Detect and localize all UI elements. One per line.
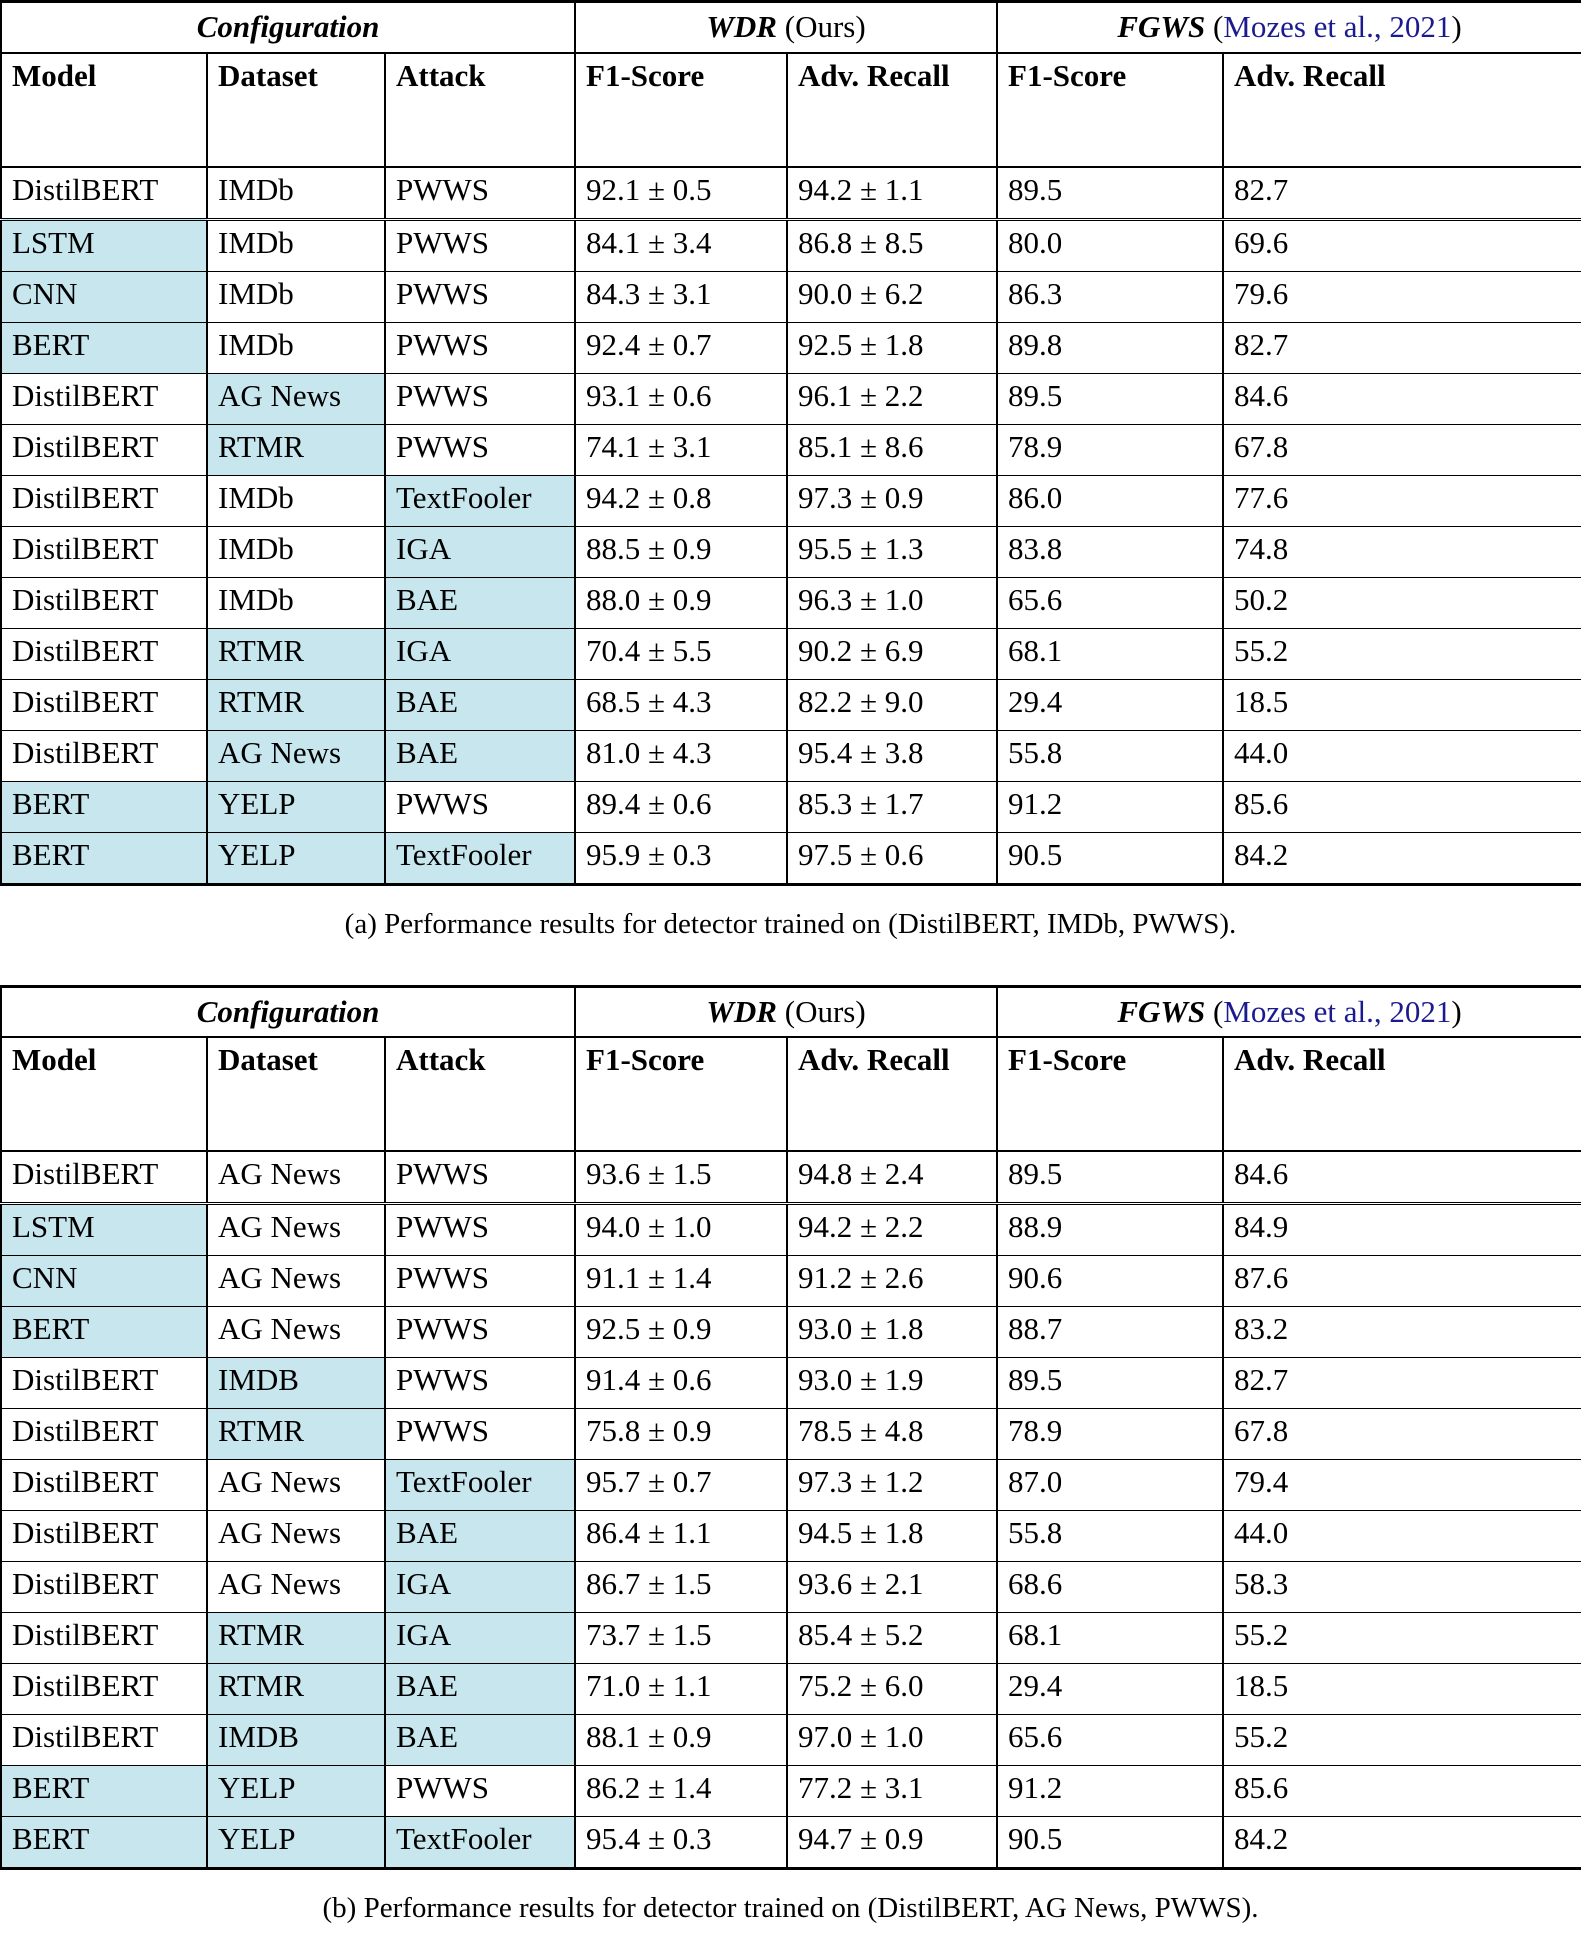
cell-fgws-adv-recall: 84.2 [1223,832,1581,884]
cell-wdr-f1: 86.7 ± 1.5 [575,1562,787,1613]
table-row-baseline [1,167,1581,220]
cell-model: CNN [1,271,207,322]
cell-model: DistilBERT [1,373,207,424]
cell-fgws-f1: 68.1 [997,628,1223,679]
col-header-attack: Attack [385,53,575,167]
cell-wdr-f1: 89.4 ± 0.6 [575,781,787,832]
table-row [1,832,1581,884]
table-row [1,1766,1581,1817]
cell-fgws-f1: 29.4 [997,1664,1223,1715]
table-row [1,526,1581,577]
cell-fgws-adv-recall: 55.2 [1223,1715,1581,1766]
cell-model: DistilBERT [1,1151,207,1204]
cell-attack: BAE [385,1715,575,1766]
cell-dataset: YELP [207,781,385,832]
cell-fgws-f1: 68.1 [997,1613,1223,1664]
cell-dataset: AG News [207,1307,385,1358]
cell-wdr-adv-recall: 75.2 ± 6.0 [787,1664,997,1715]
cell-wdr-adv-recall: 93.6 ± 2.1 [787,1562,997,1613]
cell-dataset: AG News [207,1151,385,1204]
cell-wdr-f1: 84.3 ± 3.1 [575,271,787,322]
cell-wdr-f1: 92.4 ± 0.7 [575,322,787,373]
cell-wdr-adv-recall: 85.1 ± 8.6 [787,424,997,475]
cell-model: DistilBERT [1,475,207,526]
cell-wdr-adv-recall: 85.4 ± 5.2 [787,1613,997,1664]
cell-attack: PWWS [385,424,575,475]
group-header-configuration: Configuration [1,986,575,1037]
cell-wdr-f1: 93.1 ± 0.6 [575,373,787,424]
cell-fgws-f1: 83.8 [997,526,1223,577]
cell-dataset: IMDb [207,219,385,271]
col-header-model: Model [1,53,207,167]
col-header-attack: Attack [385,1037,575,1151]
cell-wdr-adv-recall: 94.5 ± 1.8 [787,1511,997,1562]
table-row [1,1256,1581,1307]
results-table-a [0,0,1581,886]
cell-model: BERT [1,1817,207,1869]
cell-fgws-f1: 88.7 [997,1307,1223,1358]
cell-dataset: RTMR [207,628,385,679]
table-row [1,475,1581,526]
cell-wdr-adv-recall: 94.2 ± 1.1 [787,167,997,220]
table-row [1,219,1581,271]
table-a-body [1,2,1581,885]
cell-model: DistilBERT [1,1358,207,1409]
cell-wdr-f1: 95.9 ± 0.3 [575,832,787,884]
group-header-configuration: Configuration [1,2,575,53]
cell-model: LSTM [1,1204,207,1256]
cell-dataset: IMDb [207,526,385,577]
table-row [1,1409,1581,1460]
cell-fgws-adv-recall: 82.7 [1223,322,1581,373]
table-b-body [1,986,1581,1869]
cell-fgws-f1: 88.9 [997,1204,1223,1256]
col-header-wdr-f1: F1-Score [575,53,787,167]
cell-attack: PWWS [385,1204,575,1256]
cell-attack: BAE [385,1511,575,1562]
fgws-name: FGWS [1117,9,1206,44]
cell-wdr-adv-recall: 96.1 ± 2.2 [787,373,997,424]
cell-wdr-f1: 84.1 ± 3.4 [575,219,787,271]
cell-attack: PWWS [385,1766,575,1817]
cell-fgws-f1: 89.5 [997,1151,1223,1204]
cell-dataset: AG News [207,1511,385,1562]
table-b-caption: (b) Performance results for detector trained on (DistilBERT, AG News, PWWS). [322,1892,1259,1925]
cell-fgws-adv-recall: 67.8 [1223,1409,1581,1460]
fgws-citation-link[interactable]: Mozes et al., 2021 [1223,9,1452,44]
cell-model: DistilBERT [1,679,207,730]
table-row [1,679,1581,730]
cell-attack: TextFooler [385,1460,575,1511]
cell-dataset: RTMR [207,1613,385,1664]
cell-fgws-adv-recall: 50.2 [1223,577,1581,628]
table-row [1,730,1581,781]
cell-model: BERT [1,832,207,884]
table-row [1,1460,1581,1511]
fgws-name: FGWS [1117,993,1206,1029]
cell-attack: PWWS [385,1256,575,1307]
cell-fgws-f1: 89.8 [997,322,1223,373]
cell-fgws-f1: 90.5 [997,832,1223,884]
col-header-wdr-adv-recall: Adv. Recall [787,1037,997,1151]
col-header-fgws-f1: F1-Score [997,53,1223,167]
cell-fgws-adv-recall: 55.2 [1223,1613,1581,1664]
cell-model: DistilBERT [1,1460,207,1511]
cell-attack: PWWS [385,271,575,322]
cell-model: DistilBERT [1,730,207,781]
cell-fgws-f1: 65.6 [997,1715,1223,1766]
table-b-block [0,985,1581,1935]
cell-fgws-f1: 78.9 [997,1409,1223,1460]
cell-dataset: YELP [207,1766,385,1817]
table-row [1,1664,1581,1715]
fgws-citation-link[interactable]: Mozes et al., 2021 [1223,993,1452,1029]
table-row-baseline [1,1151,1581,1204]
table-a-caption: (a) Performance results for detector trained on (DistilBERT, IMDb, PWWS). [344,907,1237,940]
cell-fgws-f1: 89.5 [997,167,1223,220]
cell-wdr-adv-recall: 97.3 ± 0.9 [787,475,997,526]
wdr-suffix: (Ours) [777,993,866,1029]
fgws-open-paren: ( [1205,9,1224,44]
cell-fgws-adv-recall: 84.6 [1223,1151,1581,1204]
table-b-column-header-row [1,1037,1581,1151]
cell-wdr-adv-recall: 90.2 ± 6.9 [787,628,997,679]
cell-fgws-f1: 80.0 [997,219,1223,271]
col-header-fgws-adv-recall: Adv. Recall [1223,1037,1581,1151]
cell-fgws-adv-recall: 55.2 [1223,628,1581,679]
cell-model: DistilBERT [1,526,207,577]
cell-fgws-adv-recall: 82.7 [1223,1358,1581,1409]
cell-wdr-f1: 88.1 ± 0.9 [575,1715,787,1766]
cell-model: BERT [1,322,207,373]
cell-dataset: IMDb [207,271,385,322]
cell-wdr-adv-recall: 97.3 ± 1.2 [787,1460,997,1511]
cell-wdr-f1: 93.6 ± 1.5 [575,1151,787,1204]
table-row [1,1307,1581,1358]
cell-fgws-f1: 87.0 [997,1460,1223,1511]
cell-fgws-adv-recall: 58.3 [1223,1562,1581,1613]
cell-attack: BAE [385,730,575,781]
cell-wdr-adv-recall: 94.7 ± 0.9 [787,1817,997,1869]
cell-attack: TextFooler [385,832,575,884]
cell-fgws-adv-recall: 18.5 [1223,679,1581,730]
cell-dataset: IMDb [207,167,385,220]
cell-model: CNN [1,1256,207,1307]
cell-fgws-adv-recall: 85.6 [1223,781,1581,832]
cell-wdr-adv-recall: 97.0 ± 1.0 [787,1715,997,1766]
cell-wdr-f1: 86.4 ± 1.1 [575,1511,787,1562]
cell-wdr-adv-recall: 86.8 ± 8.5 [787,219,997,271]
cell-dataset: AG News [207,1562,385,1613]
cell-dataset: RTMR [207,1409,385,1460]
table-row [1,1562,1581,1613]
fgws-close-paren: ) [1451,993,1462,1029]
cell-wdr-adv-recall: 91.2 ± 2.6 [787,1256,997,1307]
cell-wdr-f1: 70.4 ± 5.5 [575,628,787,679]
cell-wdr-f1: 88.5 ± 0.9 [575,526,787,577]
table-row [1,628,1581,679]
cell-attack: PWWS [385,1409,575,1460]
cell-wdr-adv-recall: 78.5 ± 4.8 [787,1409,997,1460]
cell-wdr-f1: 74.1 ± 3.1 [575,424,787,475]
cell-model: DistilBERT [1,424,207,475]
cell-attack: PWWS [385,219,575,271]
fgws-open-paren: ( [1205,993,1224,1029]
cell-fgws-f1: 89.5 [997,373,1223,424]
cell-attack: BAE [385,679,575,730]
cell-attack: PWWS [385,1358,575,1409]
table-a-block [0,0,1581,951]
cell-dataset: IMDB [207,1358,385,1409]
cell-wdr-adv-recall: 82.2 ± 9.0 [787,679,997,730]
table-row [1,373,1581,424]
cell-fgws-f1: 86.3 [997,271,1223,322]
cell-fgws-adv-recall: 85.6 [1223,1766,1581,1817]
cell-fgws-f1: 91.2 [997,1766,1223,1817]
cell-attack: TextFooler [385,1817,575,1869]
table-row [1,322,1581,373]
cell-wdr-f1: 71.0 ± 1.1 [575,1664,787,1715]
cell-model: BERT [1,1307,207,1358]
cell-model: DistilBERT [1,628,207,679]
cell-fgws-f1: 86.0 [997,475,1223,526]
cell-model: BERT [1,781,207,832]
cell-fgws-f1: 91.2 [997,781,1223,832]
cell-fgws-adv-recall: 67.8 [1223,424,1581,475]
cell-wdr-adv-recall: 95.4 ± 3.8 [787,730,997,781]
cell-wdr-f1: 75.8 ± 0.9 [575,1409,787,1460]
cell-wdr-adv-recall: 96.3 ± 1.0 [787,577,997,628]
cell-dataset: AG News [207,730,385,781]
cell-dataset: AG News [207,1460,385,1511]
wdr-name: WDR [706,9,777,44]
cell-fgws-adv-recall: 18.5 [1223,1664,1581,1715]
cell-fgws-f1: 89.5 [997,1358,1223,1409]
table-a-column-header-row [1,53,1581,167]
cell-model: DistilBERT [1,1664,207,1715]
cell-wdr-f1: 94.0 ± 1.0 [575,1204,787,1256]
table-gap [0,951,1581,985]
col-header-wdr-f1: F1-Score [575,1037,787,1151]
cell-model: DistilBERT [1,1409,207,1460]
cell-attack: IGA [385,526,575,577]
cell-wdr-adv-recall: 90.0 ± 6.2 [787,271,997,322]
group-header-wdr [575,2,997,53]
col-header-wdr-adv-recall: Adv. Recall [787,53,997,167]
cell-wdr-adv-recall: 93.0 ± 1.8 [787,1307,997,1358]
cell-fgws-adv-recall: 44.0 [1223,1511,1581,1562]
fgws-close-paren: ) [1451,9,1462,44]
cell-fgws-f1: 29.4 [997,679,1223,730]
cell-dataset: AG News [207,1256,385,1307]
cell-model: DistilBERT [1,577,207,628]
cell-model: BERT [1,1766,207,1817]
cell-fgws-adv-recall: 84.9 [1223,1204,1581,1256]
table-row [1,781,1581,832]
cell-fgws-f1: 90.6 [997,1256,1223,1307]
table-row [1,1358,1581,1409]
cell-fgws-adv-recall: 82.7 [1223,167,1581,220]
cell-wdr-adv-recall: 85.3 ± 1.7 [787,781,997,832]
cell-wdr-f1: 92.1 ± 0.5 [575,167,787,220]
cell-dataset: RTMR [207,1664,385,1715]
cell-model: LSTM [1,219,207,271]
cell-wdr-f1: 95.7 ± 0.7 [575,1460,787,1511]
cell-fgws-f1: 90.5 [997,1817,1223,1869]
table-row [1,271,1581,322]
cell-wdr-adv-recall: 95.5 ± 1.3 [787,526,997,577]
cell-dataset: IMDb [207,322,385,373]
cell-wdr-f1: 68.5 ± 4.3 [575,679,787,730]
cell-attack: IGA [385,1613,575,1664]
cell-fgws-adv-recall: 44.0 [1223,730,1581,781]
table-row [1,577,1581,628]
cell-dataset: YELP [207,832,385,884]
cell-fgws-f1: 78.9 [997,424,1223,475]
wdr-suffix: (Ours) [777,9,866,44]
cell-fgws-adv-recall: 79.6 [1223,271,1581,322]
wdr-name: WDR [706,993,777,1029]
cell-attack: PWWS [385,373,575,424]
col-header-fgws-adv-recall: Adv. Recall [1223,53,1581,167]
cell-model: DistilBERT [1,1613,207,1664]
table-b-group-header-row [1,986,1581,1037]
cell-attack: PWWS [385,781,575,832]
cell-attack: PWWS [385,322,575,373]
table-row [1,1511,1581,1562]
cell-dataset: RTMR [207,424,385,475]
cell-fgws-f1: 65.6 [997,577,1223,628]
col-header-dataset: Dataset [207,1037,385,1151]
cell-fgws-adv-recall: 79.4 [1223,1460,1581,1511]
cell-dataset: IMDb [207,475,385,526]
cell-wdr-f1: 91.1 ± 1.4 [575,1256,787,1307]
group-header-fgws [997,986,1581,1037]
cell-attack: PWWS [385,167,575,220]
cell-wdr-f1: 73.7 ± 1.5 [575,1613,787,1664]
cell-wdr-f1: 94.2 ± 0.8 [575,475,787,526]
cell-model: DistilBERT [1,1562,207,1613]
cell-dataset: IMDb [207,577,385,628]
cell-wdr-adv-recall: 92.5 ± 1.8 [787,322,997,373]
cell-fgws-adv-recall: 83.2 [1223,1307,1581,1358]
cell-fgws-f1: 55.8 [997,730,1223,781]
table-row [1,424,1581,475]
cell-model: DistilBERT [1,167,207,220]
cell-wdr-f1: 88.0 ± 0.9 [575,577,787,628]
cell-attack: BAE [385,577,575,628]
group-header-wdr [575,986,997,1037]
cell-dataset: IMDB [207,1715,385,1766]
cell-dataset: YELP [207,1817,385,1869]
cell-attack: TextFooler [385,475,575,526]
cell-fgws-adv-recall: 84.2 [1223,1817,1581,1869]
cell-model: DistilBERT [1,1715,207,1766]
cell-fgws-adv-recall: 74.8 [1223,526,1581,577]
cell-attack: IGA [385,628,575,679]
cell-wdr-f1: 81.0 ± 4.3 [575,730,787,781]
cell-dataset: AG News [207,1204,385,1256]
col-header-dataset: Dataset [207,53,385,167]
col-header-model: Model [1,1037,207,1151]
cell-wdr-adv-recall: 77.2 ± 3.1 [787,1766,997,1817]
table-row [1,1613,1581,1664]
table-row [1,1715,1581,1766]
cell-dataset: RTMR [207,679,385,730]
table-row [1,1204,1581,1256]
cell-wdr-f1: 95.4 ± 0.3 [575,1817,787,1869]
table-row [1,1817,1581,1869]
cell-fgws-f1: 68.6 [997,1562,1223,1613]
cell-wdr-adv-recall: 94.2 ± 2.2 [787,1204,997,1256]
cell-attack: PWWS [385,1307,575,1358]
cell-fgws-f1: 55.8 [997,1511,1223,1562]
cell-wdr-adv-recall: 94.8 ± 2.4 [787,1151,997,1204]
cell-wdr-adv-recall: 97.5 ± 0.6 [787,832,997,884]
cell-wdr-f1: 91.4 ± 0.6 [575,1358,787,1409]
group-header-fgws [997,2,1581,53]
cell-fgws-adv-recall: 77.6 [1223,475,1581,526]
cell-fgws-adv-recall: 84.6 [1223,373,1581,424]
cell-attack: PWWS [385,1151,575,1204]
cell-dataset: AG News [207,373,385,424]
cell-fgws-adv-recall: 87.6 [1223,1256,1581,1307]
col-header-fgws-f1: F1-Score [997,1037,1223,1151]
cell-attack: IGA [385,1562,575,1613]
cell-fgws-adv-recall: 69.6 [1223,219,1581,271]
cell-attack: BAE [385,1664,575,1715]
cell-model: DistilBERT [1,1511,207,1562]
cell-wdr-f1: 92.5 ± 0.9 [575,1307,787,1358]
cell-wdr-adv-recall: 93.0 ± 1.9 [787,1358,997,1409]
cell-wdr-f1: 86.2 ± 1.4 [575,1766,787,1817]
results-table-b [0,985,1581,1871]
table-a-group-header-row [1,2,1581,53]
